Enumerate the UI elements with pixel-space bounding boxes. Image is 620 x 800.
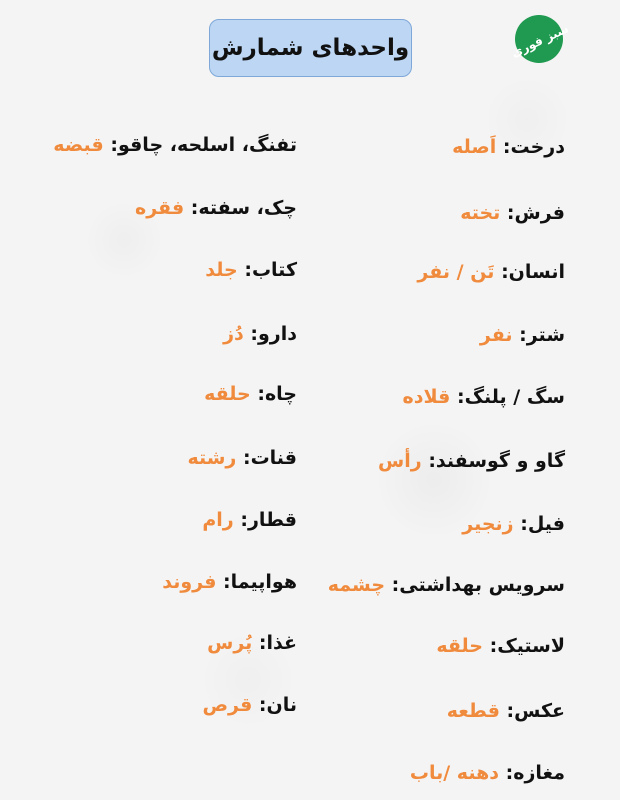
unit-label: شتر: [519,324,565,346]
unit-value: فروند [162,571,217,593]
list-item [162,568,297,596]
unit-label: مغازه: [505,762,565,784]
unit-value: چشمه [327,574,386,596]
unit-label: عکس: [506,700,565,722]
unit-value: قطعه [446,700,500,722]
list-item [462,510,565,538]
unit-value: زنجیر [462,513,514,535]
list-item [187,444,297,472]
list-item [452,133,565,161]
list-item [202,691,297,719]
unit-value: دهنه /باب [409,762,499,784]
unit-value: رشته [187,447,237,469]
unit-value: جلد [205,259,238,281]
unit-value: رام [202,509,234,531]
list-item [436,632,565,660]
brand-logo-text: سبز فوری [508,21,571,61]
list-item [207,629,297,657]
unit-label: چاه: [257,383,297,405]
unit-value: قبضه [53,134,104,156]
unit-value: حلقه [204,383,251,405]
unit-label: سرویس بهداشتی: [391,574,565,596]
list-item [53,131,297,159]
list-item [410,759,565,787]
list-item [205,256,297,284]
list-item [460,199,565,227]
list-item [378,447,565,475]
page-title-text: واحدهای شمارش [211,35,410,61]
unit-value: تَن / نفر [417,261,495,283]
list-item [135,194,297,222]
unit-value: فقره [135,197,185,219]
list-item [403,383,565,411]
list-item [223,320,297,348]
list-item [480,321,565,349]
list-item [202,506,297,534]
unit-label: چک، سفته: [190,197,297,219]
list-item [204,380,297,408]
unit-label: نان: [258,694,297,716]
unit-value: نفر [479,324,513,346]
list-item [417,258,565,286]
unit-label: غذا: [258,632,297,654]
page-title [209,19,412,77]
unit-value: دُز [223,323,244,345]
unit-label: سگ / پلنگ: [456,386,565,408]
unit-value: قرص [202,694,253,716]
list-item [447,697,565,725]
unit-label: انسان: [501,261,565,283]
unit-label: دارو: [250,323,297,345]
unit-label: کتاب: [244,259,297,281]
unit-value: پُرس [207,632,253,654]
list-item [328,571,565,599]
unit-value: حلقه [436,635,483,657]
unit-value: رأس [378,450,422,472]
unit-label: قنات: [242,447,297,469]
unit-value: اَصله [452,136,497,158]
brand-logo-icon [508,14,571,64]
unit-label: فیل: [520,513,565,535]
unit-value: قلاده [402,386,451,408]
unit-label: لاستیک: [489,635,565,657]
unit-label: درخت: [502,136,565,158]
unit-label: تفنگ، اسلحه، چاقو: [110,134,297,156]
unit-label: گاو و گوسفند: [428,450,565,472]
unit-label: هواپیما: [223,571,297,593]
unit-label: قطار: [240,509,297,531]
unit-value: تخته [460,202,501,224]
unit-label: فرش: [506,202,565,224]
